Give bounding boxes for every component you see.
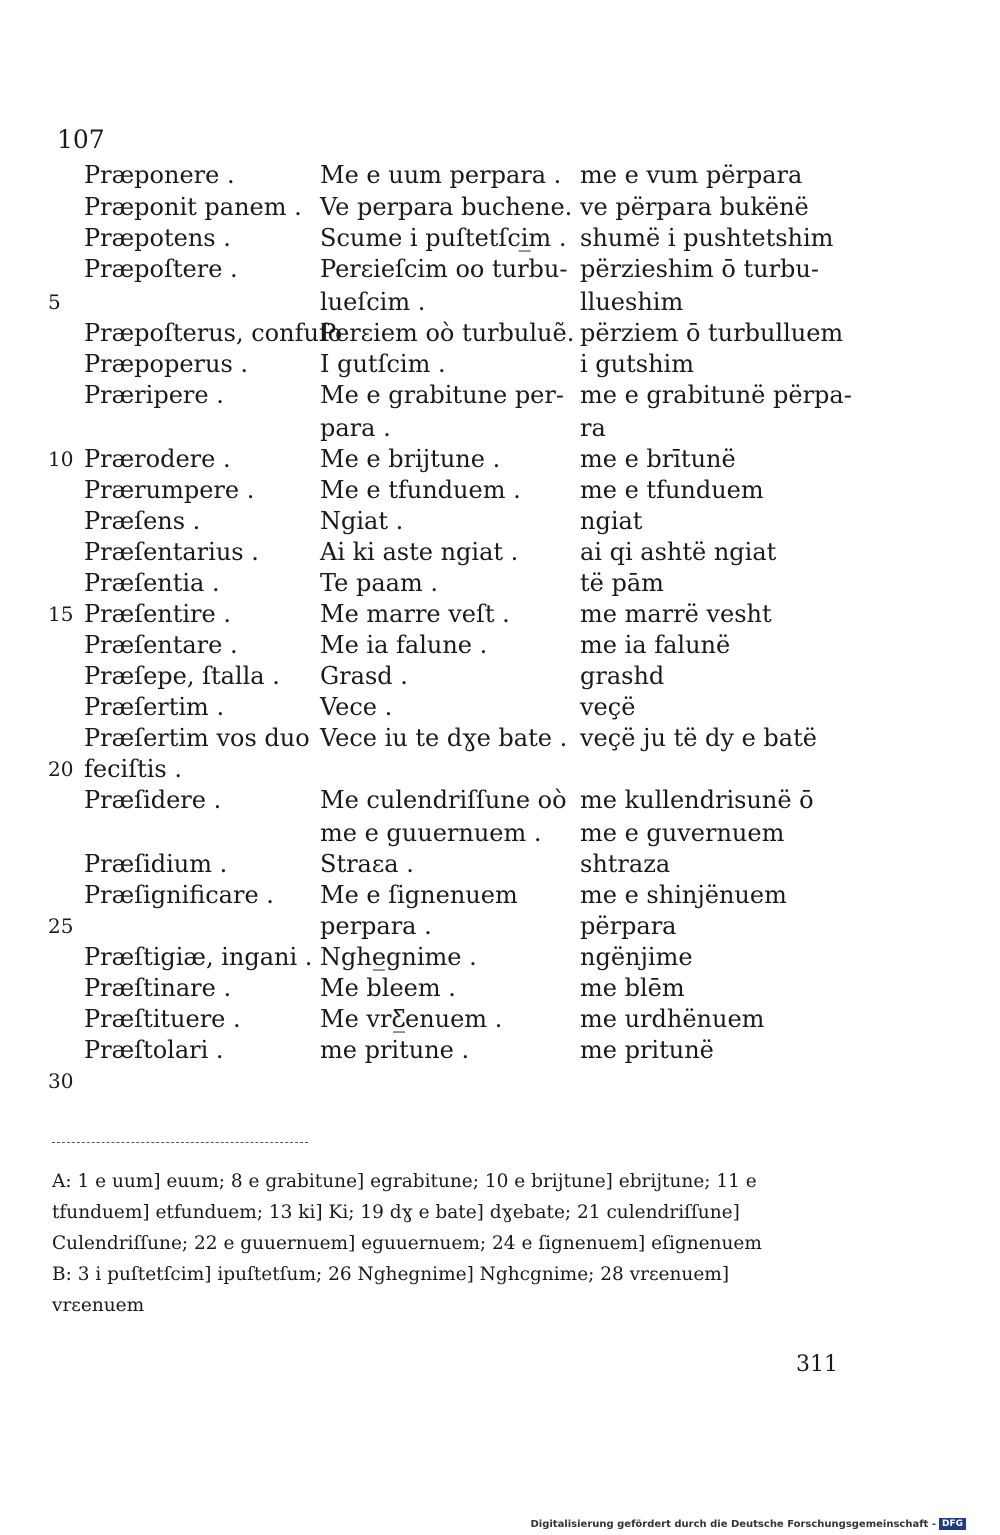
gheg-translation: Scume i puſtetſci̲m . [320,224,567,252]
latin-term: Præſidere . [84,786,222,814]
modern-albanian: me e guvernuem [580,819,785,847]
modern-albanian: ngënjime [580,943,693,971]
footnote-line: vrɛenuem [52,1295,145,1316]
gheg-translation: Me e ſignenuem [320,881,518,909]
digitization-credit [530,1518,966,1532]
latin-term: Præſentire . [84,600,231,628]
footnote-line: A: 1 e uum] euum; 8 e grabitune] egrabitune; 10 e brijtune] ebrijtune; 11 e [52,1171,757,1192]
table-row [0,630,1000,661]
table-row [0,1066,1000,1097]
table-row [0,413,1000,444]
gheg-translation: Perɛieſcim oo turbu- [320,255,568,283]
table-row [0,942,1000,973]
gheg-translation: Me e tfunduem . [320,476,521,504]
dfg-logo: DFG [939,1518,966,1530]
table-row [0,599,1000,630]
table-row [0,911,1000,942]
line-number: 25 [48,914,74,938]
gheg-translation: Nghe̲gnime . [320,943,477,971]
gheg-translation: Te paam . [320,569,438,597]
gheg-translation: Ngiat . [320,507,404,535]
modern-albanian: me e grabitunë përpa- [580,381,852,409]
table-row [0,754,1000,785]
gheg-translation: Me e uum perpara . [320,161,562,189]
gheg-translation: Vece iu te dɣe bate . [320,724,568,752]
latin-term: Præpotens . [84,224,231,252]
page-number-top: 107 [57,125,105,154]
table-row [0,223,1000,254]
latin-term: Præſtituere . [84,1005,241,1033]
latin-term: Præpoſtere . [84,255,238,283]
gheg-translation: Ve perpara buchene. [320,193,573,221]
latin-term: Prærumpere . [84,476,255,504]
latin-term: Præſtolari . [84,1036,224,1064]
line-number: 5 [48,290,61,314]
table-row [0,880,1000,911]
latin-term: Prærodere . [84,445,231,473]
modern-albanian: ai qi ashtë ngiat [580,538,777,566]
line-number: 15 [48,602,74,626]
gheg-translation: Grasd . [320,662,408,690]
gheg-translation: Me e brijtune . [320,445,501,473]
latin-term: Præſertim . [84,693,225,721]
latin-term: feciſtis . [84,755,182,783]
gheg-translation: Me bleem . [320,974,456,1002]
modern-albanian: shtraza [580,850,671,878]
table-row [0,973,1000,1004]
gheg-translation: perpara . [320,912,432,940]
modern-albanian: ve përpara bukënë [580,193,809,221]
latin-term: Præſidium . [84,850,228,878]
gheg-translation: lueſcim . [320,288,426,316]
gheg-translation: para . [320,414,391,442]
table-row [0,1035,1000,1066]
footnote-line: Culendriſſune; 22 e guuernuem] eguuernuem; 24 e ſignenuem] eſignenuem [52,1233,762,1254]
modern-albanian: shumë i pushtetshim [580,224,834,252]
table-row [0,692,1000,723]
table-row [0,444,1000,475]
table-row [0,785,1000,816]
table-row [0,849,1000,880]
modern-albanian: llueshim [580,288,684,316]
latin-term: Præpoperus . [84,350,249,378]
footnotes [52,1166,832,1321]
latin-term: Præpoſterus, confuſo [84,319,343,347]
latin-term: Præſepe, ſtalla . [84,662,280,690]
line-number: 30 [48,1069,74,1093]
table-row [0,192,1000,223]
modern-albanian: të pām [580,569,664,597]
modern-albanian: me marrë vesht [580,600,772,628]
latin-term: Præſignificare . [84,881,274,909]
modern-albanian: me e tfunduem [580,476,764,504]
gheg-translation: Straɛa . [320,850,414,878]
latin-term: Præſertim vos duo [84,724,310,752]
modern-albanian: me e vum përpara [580,161,803,189]
table-row [0,254,1000,285]
gheg-translation: me pritune . [320,1036,470,1064]
modern-albanian: përziem ō turbulluem [580,319,844,347]
modern-albanian: ra [580,414,606,442]
modern-albanian: me kullendrisunë ō [580,786,814,814]
modern-albanian: me e shinjënuem [580,881,787,909]
latin-term: Præponit panem . [84,193,302,221]
gheg-translation: Ai ki aste ngiat . [320,538,519,566]
modern-albanian: me e brītunë [580,445,736,473]
table-row [0,160,1000,191]
footnote-separator [52,1142,308,1143]
table-row [0,818,1000,849]
gheg-translation: I gutſcim . [320,350,446,378]
table-row [0,380,1000,411]
footnote-line: tfunduem] etfunduem; 13 ki] Ki; 19 dɣ e bate] dɣebate; 21 culendriſſune] [52,1202,740,1223]
modern-albanian: me blēm [580,974,685,1002]
modern-albanian: përzieshim ō turbu- [580,255,819,283]
modern-albanian: grashd [580,662,665,690]
table-row [0,537,1000,568]
table-row [0,475,1000,506]
latin-term: Præripere . [84,381,224,409]
latin-term: Præſtinare . [84,974,232,1002]
table-row [0,568,1000,599]
table-row [0,661,1000,692]
gheg-translation: Me e grabitune per- [320,381,564,409]
line-number: 10 [48,447,74,471]
table-row [0,349,1000,380]
latin-term: Præſens . [84,507,201,535]
credit-text: Digitalisierung gefördert durch die Deutsche Forschungsgemeinschaft - [530,1519,936,1530]
gheg-translation: Me culendriſſune oò [320,786,567,814]
modern-albanian: i gutshim [580,350,694,378]
modern-albanian: veçë ju të dy e batë [580,724,817,752]
gheg-translation: Vece . [320,693,393,721]
modern-albanian: me ia falunë [580,631,731,659]
table-row [0,723,1000,754]
latin-term: Præſentare . [84,631,238,659]
line-number: 20 [48,757,74,781]
modern-albanian: veçë [580,693,636,721]
latin-term: Præponere . [84,161,235,189]
gheg-translation: Perɛiem oò turbuluẽ. [320,319,575,347]
gheg-translation: Me vrƸ̲enuem . [320,1005,503,1033]
gheg-translation: me e guuernuem . [320,819,542,847]
footnote-line: B: 3 i puſtetſcim] ipuſtetſum; 26 Nghegnime] Nghcgnime; 28 vrɛenuem] [52,1264,730,1285]
table-row [0,318,1000,349]
table-row [0,287,1000,318]
table-row [0,1004,1000,1035]
latin-term: Præſentarius . [84,538,259,566]
latin-term: Præſtigiæ, ingani . [84,943,313,971]
table-row [0,506,1000,537]
modern-albanian: me pritunë [580,1036,714,1064]
modern-albanian: ngiat [580,507,643,535]
modern-albanian: përpara [580,912,677,940]
page-number-bottom: 311 [796,1352,838,1377]
gheg-translation: Me ia falune . [320,631,488,659]
latin-term: Præſentia . [84,569,220,597]
modern-albanian: me urdhënuem [580,1005,765,1033]
gheg-translation: Me marre veſt . [320,600,510,628]
